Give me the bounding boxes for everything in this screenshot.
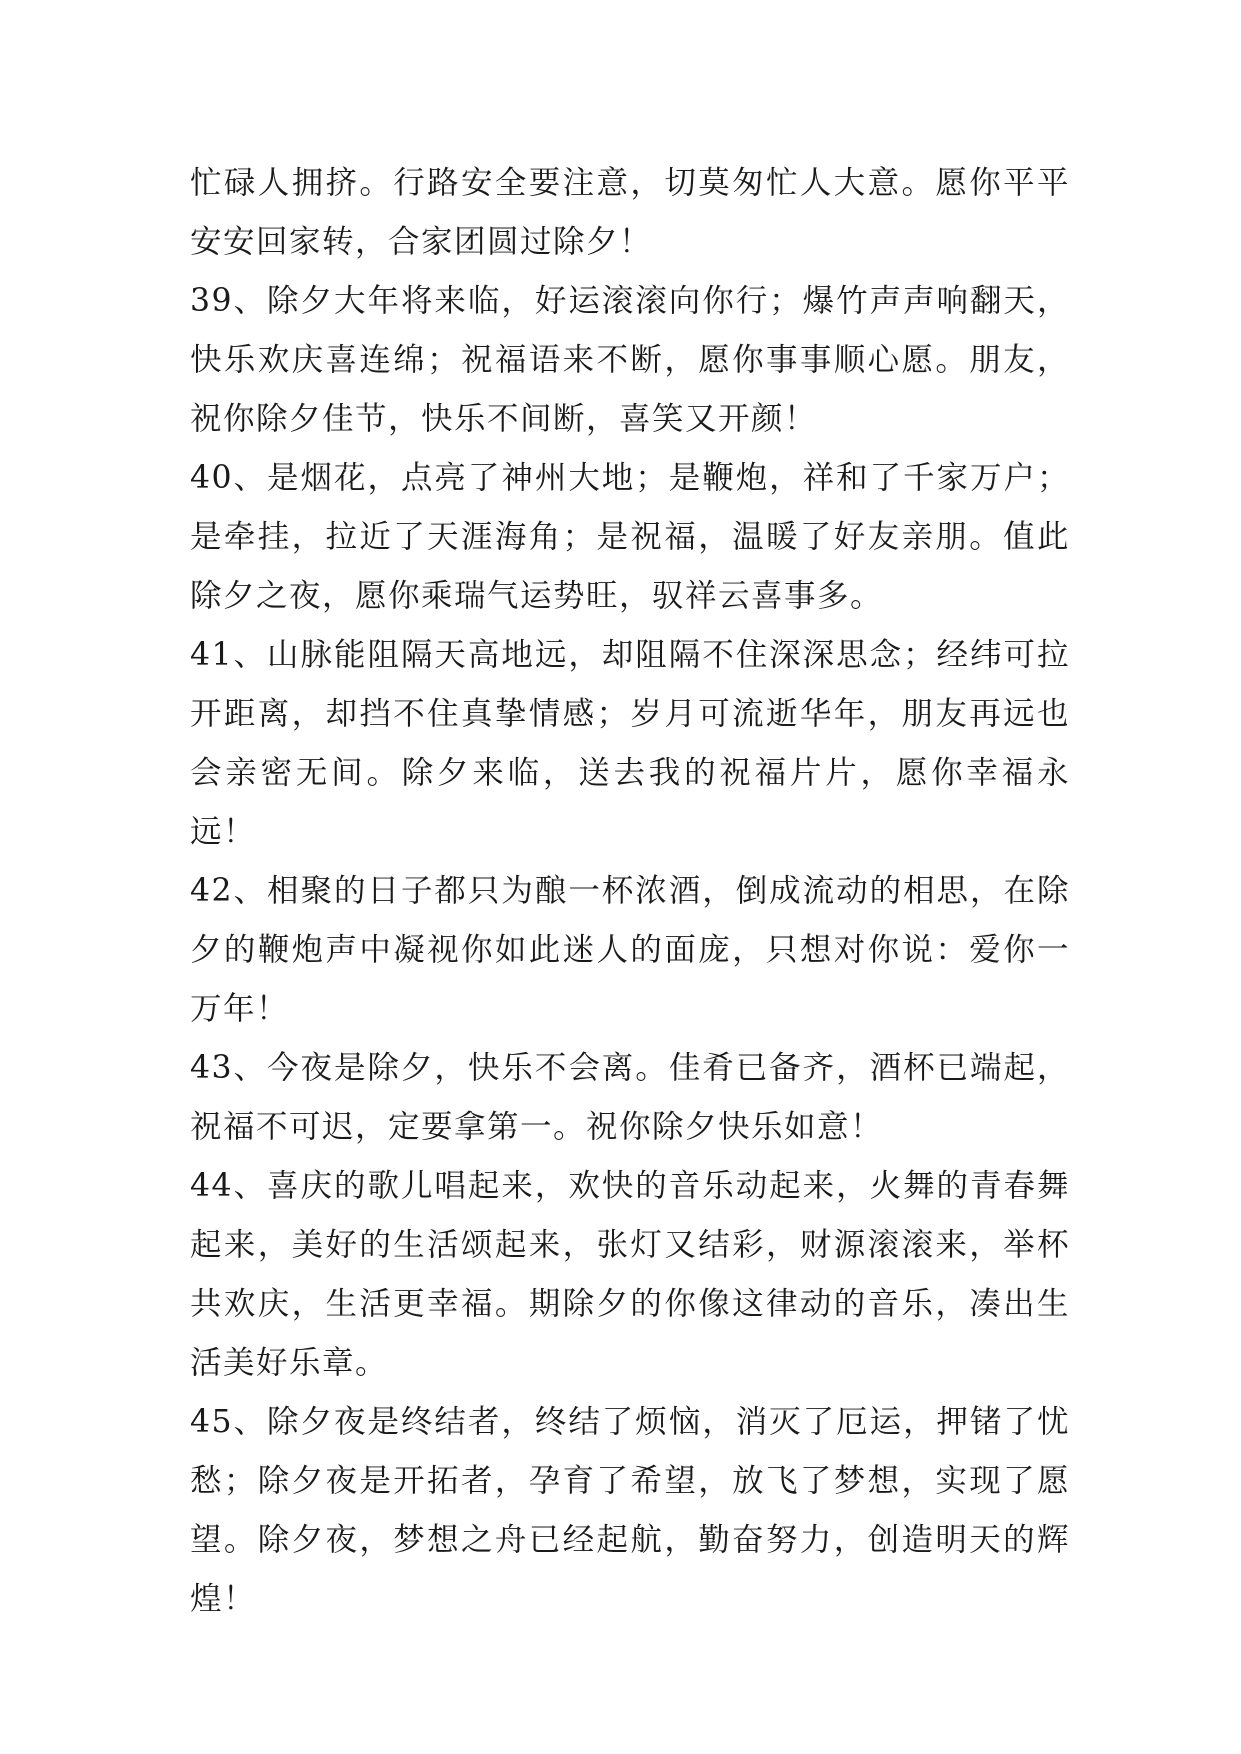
paragraph: 41、山脉能阻隔天高地远，却阻隔不住深深思念；经纬可拉开距离，却挡不住真挚情感；岁月可流逝华年，朋友再远也会亲密无间。除夕来临，送去我的祝福片片，愿你幸福永远！ [190,637,1070,850]
paragraph: 40、是烟花，点亮了神州大地；是鞭炮，祥和了千家万户；是牵挂，拉近了天涯海角；是祝福，温暖了好友亲朋。值此除夕之夜，愿你乘瑞气运势旺，驭祥云喜事多。 [190,460,1070,614]
paragraph: 39、除夕大年将来临，好运滚滚向你行；爆竹声声响翻天，快乐欢庆喜连绵；祝福语来不断，愿你事事顺心愿。朋友，祝你除夕佳节，快乐不间断，喜笑又开颜！ [190,283,1070,437]
paragraph: 忙碌人拥挤。行路安全要注意，切莫匆忙人大意。愿你平平安安回家转，合家团圆过除夕！ [190,165,1070,260]
paragraph: 43、今夜是除夕，快乐不会离。佳肴已备齐，酒杯已端起，祝福不可迟，定要拿第一。祝你除夕快乐如意！ [190,1050,1070,1145]
paragraph: 42、相聚的日子都只为酿一杯浓酒，倒成流动的相思，在除夕的鞭炮声中凝视你如此迷人的面庞，只想对你说：爱你一万年！ [190,873,1070,1027]
paragraph: 45、除夕夜是终结者，终结了烦恼，消灭了厄运，押锗了忧愁；除夕夜是开拓者，孕育了希望，放飞了梦想，实现了愿望。除夕夜，梦想之舟已经起航，勤奋努力，创造明天的辉煌！ [190,1404,1070,1617]
document-body [190,154,1070,1629]
paragraph: 44、喜庆的歌儿唱起来，欢快的音乐动起来，火舞的青春舞起来，美好的生活颂起来，张灯又结彩，财源滚滚来，举杯共欢庆，生活更幸福。期除夕的你像这律动的音乐，凑出生活美好乐章。 [190,1168,1070,1381]
